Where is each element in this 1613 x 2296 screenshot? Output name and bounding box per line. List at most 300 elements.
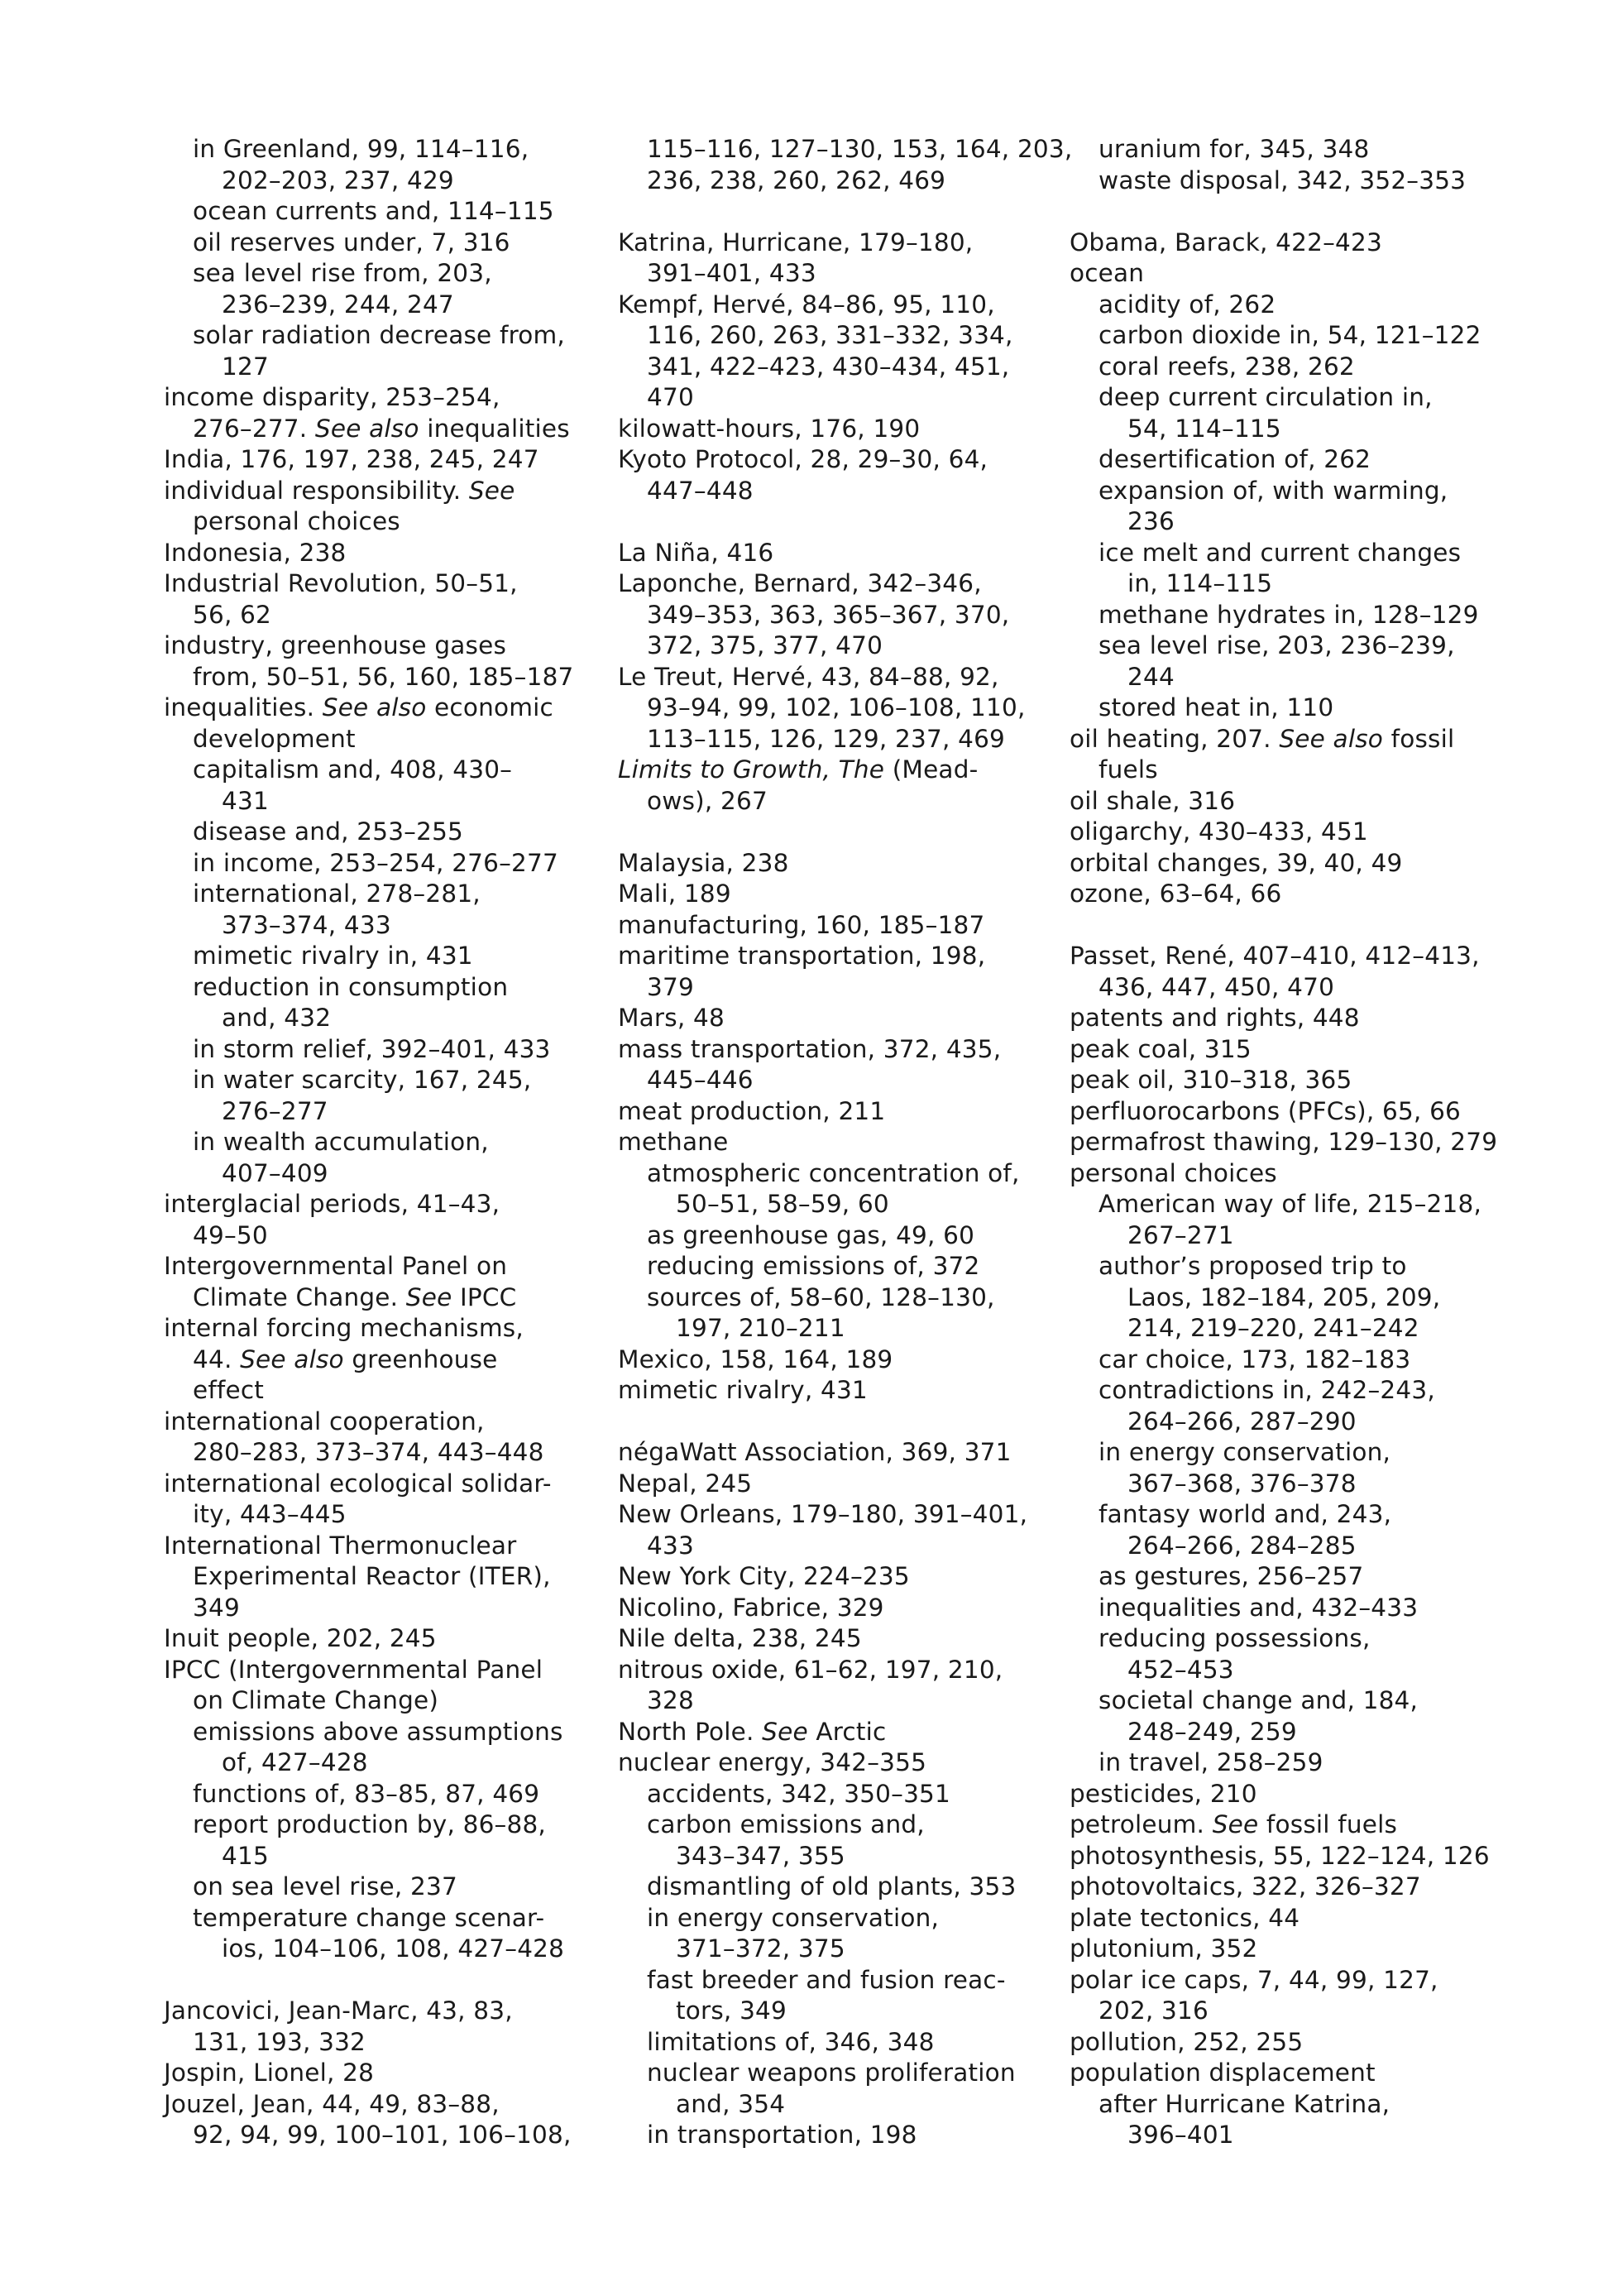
index-text: Jancovici, Jean-Marc, 43, 83, [164, 1996, 513, 2025]
index-text: author’s proposed trip to [1098, 1252, 1407, 1280]
index-entry [164, 2089, 594, 2121]
index-entry [164, 693, 594, 724]
index-text: IPCC (Intergovernmental Panel [164, 1655, 543, 1684]
index-text: as greenhouse gas, 49, 60 [647, 1220, 975, 1249]
index-text: stored heat in, 110 [1098, 693, 1334, 721]
index-italic-text: See also [1279, 724, 1384, 753]
index-entry [1070, 1034, 1516, 1066]
index-text: solar radiation decrease from, [193, 321, 566, 349]
index-text: petroleum. [1070, 1810, 1213, 1838]
index-subentry [618, 1282, 1048, 1314]
index-text: pesticides, 210 [1070, 1779, 1257, 1808]
index-text: ocean currents and, 114–115 [193, 197, 554, 225]
index-text: 343–347, 355 [676, 1841, 845, 1870]
index-subentry [164, 290, 594, 321]
index-subentry [618, 1872, 1048, 1903]
index-subentry [164, 1809, 594, 1841]
index-text: sources of, 58–60, 128–130, [647, 1282, 995, 1311]
index-text: on sea level rise, 237 [193, 1872, 457, 1901]
index-entry [618, 910, 1048, 942]
index-text: fuels [1098, 755, 1158, 784]
index-text: 452–453 [1127, 1655, 1234, 1684]
index-entry [1070, 1065, 1516, 1096]
index-subentry [164, 755, 594, 786]
index-text: 214, 219–220, 241–242 [1127, 1314, 1419, 1342]
index-text: report production by, 86–88, [193, 1810, 546, 1838]
index-text: 267–271 [1127, 1220, 1234, 1249]
index-subentry [164, 1158, 594, 1190]
index-subentry [618, 1809, 1048, 1841]
index-text: 391–401, 433 [647, 259, 816, 287]
index-entry [618, 1034, 1048, 1066]
index-subentry [164, 1934, 594, 1965]
index-subentry [164, 1685, 594, 1717]
index-subentry [1070, 1655, 1516, 1686]
index-entry [618, 1499, 1048, 1531]
index-text: as gestures, 256–257 [1098, 1562, 1364, 1590]
index-text: internal forcing mechanisms, [164, 1314, 524, 1342]
index-subentry [1070, 1282, 1516, 1314]
index-text: polar ice caps, 7, 44, 99, 127, [1070, 1965, 1438, 1994]
index-subentry [164, 1437, 594, 1469]
index-entry [164, 630, 594, 662]
index-subentry [164, 2027, 594, 2059]
index-subentry [618, 1841, 1048, 1872]
index-subentry [164, 1065, 594, 1096]
index-text: in energy conservation, [1098, 1438, 1391, 1466]
index-text: waste disposal, 342, 352–353 [1098, 165, 1467, 194]
index-text: 396–401 [1127, 2121, 1234, 2149]
index-subentry [164, 600, 594, 631]
index-subentry [1070, 693, 1516, 724]
index-subentry [1070, 414, 1516, 445]
index-entry [1070, 1127, 1516, 1158]
index-text: personal choices [193, 507, 400, 535]
index-entry [618, 941, 1048, 972]
index-text: IPCC [452, 1282, 517, 1311]
index-subentry [164, 910, 594, 942]
index-text: Malaysia, 238 [618, 848, 789, 877]
index-text: (Mead- [884, 755, 979, 784]
index-subentry [164, 1220, 594, 1252]
index-text: in energy conservation, [647, 1903, 940, 1932]
index-entry [1070, 1872, 1516, 1903]
index-subentry [618, 258, 1048, 290]
index-text: 113–115, 126, 129, 237, 469 [647, 724, 1006, 753]
index-subentry [1070, 662, 1516, 693]
index-entry [618, 444, 1048, 476]
index-subentry [1070, 382, 1516, 414]
index-subentry [164, 1779, 594, 1810]
index-subentry [1070, 506, 1516, 538]
index-entry [618, 1717, 1048, 1748]
index-entry [618, 848, 1048, 880]
index-subentry [618, 1934, 1048, 1965]
index-text: 349 [193, 1593, 240, 1622]
index-text: New Orleans, 179–180, 391–401, [618, 1500, 1028, 1528]
index-subentry [164, 258, 594, 290]
index-text: in transportation, 198 [647, 2121, 917, 2149]
index-subentry [164, 1034, 594, 1066]
index-text: 236–239, 244, 247 [222, 290, 454, 319]
index-entry [1070, 1965, 1516, 1996]
index-text: methane hydrates in, 128–129 [1098, 600, 1479, 629]
index-subentry [164, 662, 594, 693]
index-italic-text: See also [322, 693, 427, 721]
index-entry [1070, 228, 1516, 259]
index-subentry [618, 1996, 1048, 2027]
index-subentry [164, 1345, 594, 1376]
index-subentry [1070, 1561, 1516, 1593]
index-subentry [618, 1313, 1048, 1345]
index-entry [1070, 879, 1516, 910]
index-text: personal choices [1070, 1158, 1277, 1187]
index-entry [1070, 1934, 1516, 1965]
index-text: plate tectonics, 44 [1070, 1903, 1300, 1932]
index-text: car choice, 173, 182–183 [1098, 1345, 1411, 1373]
index-entry [1070, 817, 1516, 848]
index-text: in Greenland, 99, 114–116, [193, 135, 529, 163]
index-subentry [164, 2120, 594, 2151]
index-text: 407–409 [222, 1158, 328, 1187]
index-text: societal change and, 184, [1098, 1686, 1419, 1714]
index-subentry [1070, 538, 1516, 569]
index-text: inequalities. [164, 693, 323, 721]
index-entry [618, 290, 1048, 321]
index-text: from, 50–51, 56, 160, 185–187 [193, 662, 574, 691]
index-entry [1070, 1779, 1516, 1810]
index-italic-text: See [468, 476, 515, 505]
index-text: desertification of, 262 [1098, 445, 1371, 473]
index-subentry [164, 228, 594, 259]
index-text: 56, 62 [193, 600, 272, 629]
index-text: 276–277 [222, 1096, 328, 1125]
index-entry [618, 1127, 1048, 1158]
index-subentry [164, 165, 594, 197]
index-text: ity, 443–445 [193, 1500, 347, 1528]
index-entry [1070, 2027, 1516, 2059]
index-text: on Climate Change) [193, 1686, 439, 1714]
index-text: in travel, 258–259 [1098, 1748, 1323, 1776]
index-entry [164, 1407, 594, 1438]
index-subentry [1070, 1469, 1516, 1500]
index-text: international cooperation, [164, 1407, 485, 1436]
index-text: carbon dioxide in, 54, 121–122 [1098, 321, 1481, 349]
index-text: 131, 193, 332 [193, 2027, 366, 2056]
index-subentry [164, 1747, 594, 1779]
index-entry [164, 568, 594, 600]
index-text: 431 [222, 786, 269, 815]
index-text: fantasy world and, 243, [1098, 1500, 1392, 1528]
index-text: ozone, 63–64, 66 [1070, 880, 1282, 908]
index-section-gap [618, 817, 1048, 848]
index-text: 127 [222, 352, 269, 381]
index-text: 367–368, 376–378 [1127, 1469, 1357, 1498]
index-subentry [1070, 972, 1516, 1004]
index-section-gap [618, 1407, 1048, 1438]
index-text: coral reefs, 238, 262 [1098, 352, 1355, 381]
index-text: atmospheric concentration of, [647, 1158, 1020, 1187]
index-section-gap [618, 196, 1048, 228]
index-text: functions of, 83–85, 87, 469 [193, 1779, 540, 1808]
index-text: Laponche, Bernard, 342–346, [618, 569, 982, 597]
index-entry [1070, 258, 1516, 290]
index-subentry [618, 320, 1048, 352]
index-text: sea level rise from, 203, [193, 259, 492, 287]
index-text: 341, 422–423, 430–434, 451, [647, 352, 1010, 381]
index-subentry [164, 320, 594, 352]
index-subentry [618, 1965, 1048, 1996]
index-subentry [618, 1251, 1048, 1282]
index-text: in, 114–115 [1127, 569, 1273, 597]
index-text: Indonesia, 238 [164, 538, 347, 567]
index-text: Inuit people, 202, 245 [164, 1624, 437, 1652]
index-subentry [1070, 1747, 1516, 1779]
index-text: deep current circulation in, [1098, 383, 1433, 411]
index-entry [618, 1345, 1048, 1376]
index-text: Katrina, Hurricane, 179–180, [618, 228, 974, 256]
index-entry [1070, 724, 1516, 755]
index-text: 197, 210–211 [676, 1314, 845, 1342]
index-entry [1070, 786, 1516, 817]
index-text: 447–448 [647, 476, 754, 505]
index-text: 202, 316 [1098, 1996, 1209, 2025]
index-text: after Hurricane Katrina, [1098, 2089, 1390, 2118]
index-subentry [618, 2058, 1048, 2089]
index-subentry [164, 1717, 594, 1748]
index-text: 116, 260, 263, 331–332, 334, [647, 321, 1013, 349]
index-subentry [164, 786, 594, 817]
index-subentry [1070, 630, 1516, 662]
index-subentry [618, 1220, 1048, 1252]
index-text: of, 427–428 [222, 1748, 368, 1776]
index-subentry [164, 1375, 594, 1407]
index-subentry [164, 724, 594, 755]
index-subentry [164, 1841, 594, 1872]
index-section-gap [618, 506, 1048, 538]
index-text: patents and rights, 448 [1070, 1004, 1360, 1032]
index-subentry [164, 1593, 594, 1624]
index-text: in storm relief, 392–401, 433 [193, 1034, 551, 1063]
index-subentry [1070, 165, 1516, 197]
index-text: Passet, René, 407–410, 412–413, [1070, 942, 1480, 970]
index-text: and, 432 [222, 1004, 332, 1032]
index-entry [618, 1096, 1048, 1128]
index-text: Climate Change. [193, 1282, 406, 1311]
index-subentry [164, 941, 594, 972]
index-text: fast breeder and fusion reac- [647, 1965, 1006, 1994]
index-text: 44. [193, 1345, 241, 1373]
index-italic-text: Limits to Growth, The [618, 755, 885, 784]
index-subentry [618, 1158, 1048, 1190]
index-text: international, 278–281, [193, 880, 481, 908]
index-text: income disparity, 253–254, [164, 383, 500, 411]
index-subentry [164, 972, 594, 1004]
index-text: 264–266, 287–290 [1127, 1407, 1357, 1436]
index-section-gap [164, 1965, 594, 1996]
index-subentry [618, 2089, 1048, 2121]
index-text: Industrial Revolution, 50–51, [164, 569, 518, 597]
index-subentry [618, 786, 1048, 817]
index-italic-text: See [762, 1717, 808, 1746]
index-entry [1070, 2058, 1516, 2089]
index-entry [1070, 1096, 1516, 1128]
index-text: mimetic rivalry in, 431 [193, 942, 473, 970]
index-entry [618, 662, 1048, 693]
index-text: emissions above assumptions [193, 1717, 563, 1746]
index-text: Nicolino, Fabrice, 329 [618, 1593, 884, 1622]
index-text: 372, 375, 377, 470 [647, 631, 883, 659]
index-entry [1070, 1158, 1516, 1190]
index-subentry [1070, 2089, 1516, 2121]
index-text: in wealth accumulation, [193, 1128, 489, 1156]
index-text: ios, 104–106, 108, 427–428 [222, 1934, 565, 1963]
index-column-3 [1070, 134, 1516, 2151]
index-text: négaWatt Association, 369, 371 [618, 1438, 1012, 1466]
index-text: sea level rise, 203, 236–239, [1098, 631, 1455, 659]
index-text: economic [426, 693, 553, 721]
index-subentry [618, 2027, 1048, 2059]
index-entry [618, 879, 1048, 910]
index-subentry [1070, 1220, 1516, 1252]
index-entry [618, 414, 1048, 445]
index-text: mass transportation, 372, 435, [618, 1034, 1002, 1063]
index-text: 276–277. [193, 414, 315, 443]
index-text: industry, greenhouse gases [164, 631, 507, 659]
index-text: peak coal, 315 [1070, 1034, 1252, 1063]
index-subentry [618, 134, 1073, 165]
index-text: tors, 349 [676, 1996, 787, 2025]
index-subentry [618, 1189, 1048, 1220]
index-text: 236 [1127, 507, 1175, 535]
index-subentry [1070, 755, 1516, 786]
index-text: 379 [647, 972, 694, 1001]
index-text: acidity of, 262 [1098, 290, 1276, 319]
index-entry [618, 1623, 1048, 1655]
index-text: ows), 267 [647, 786, 768, 815]
index-text: inequalities [419, 414, 570, 443]
index-subentry [618, 1903, 1048, 1934]
index-subentry [1070, 1345, 1516, 1376]
index-text: plutonium, 352 [1070, 1934, 1258, 1963]
index-subentry [618, 972, 1048, 1004]
index-subentry [618, 693, 1048, 724]
index-subentry [1070, 1437, 1516, 1469]
index-text: oil heating, 207. [1070, 724, 1280, 753]
index-text: methane [618, 1128, 729, 1156]
index-subentry [1070, 444, 1516, 476]
index-subentry [618, 1779, 1048, 1810]
index-text: 92, 94, 99, 100–101, 106–108, [193, 2121, 572, 2149]
index-subentry [1070, 1685, 1516, 1717]
index-entry [164, 476, 594, 507]
index-text: maritime transportation, 198, [618, 942, 986, 970]
index-text: expansion of, with warming, [1098, 476, 1448, 505]
index-entry [618, 1747, 1048, 1779]
index-text: perfluorocarbons (PFCs), 65, 66 [1070, 1096, 1462, 1125]
index-text: Mars, 48 [618, 1004, 725, 1032]
index-text: International Thermonuclear [164, 1531, 517, 1560]
index-text: 433 [647, 1531, 694, 1560]
index-subentry [1070, 1375, 1516, 1407]
index-text: inequalities and, 432–433 [1098, 1593, 1419, 1622]
index-text: Nepal, 245 [618, 1469, 753, 1498]
index-text: Nile delta, 238, 245 [618, 1624, 862, 1652]
index-section-gap [1070, 910, 1516, 942]
index-text: Le Treut, Hervé, 43, 84–88, 92, [618, 662, 999, 691]
index-text: Kyoto Protocol, 28, 29–30, 64, [618, 445, 988, 473]
index-entry [618, 755, 1048, 786]
index-text: orbital changes, 39, 40, 49 [1070, 848, 1403, 877]
index-subentry [618, 165, 1048, 197]
index-column-2 [618, 134, 1073, 2151]
index-entry [1070, 848, 1516, 880]
index-subentry [1070, 320, 1516, 352]
index-entry [164, 1623, 594, 1655]
index-text: dismantling of old plants, 353 [647, 1872, 1017, 1901]
index-text: Jospin, Lionel, 28 [164, 2059, 375, 2087]
index-text: fossil [1383, 724, 1455, 753]
index-entry [618, 1375, 1048, 1407]
index-text: individual responsibility. [164, 476, 469, 505]
index-text: ocean [1070, 259, 1145, 287]
index-text: in water scarcity, 167, 245, [193, 1066, 532, 1094]
index-entry [1070, 1003, 1516, 1034]
index-text: 248–249, 259 [1127, 1717, 1297, 1746]
index-text: 50–51, 58–59, 60 [676, 1190, 889, 1218]
index-subentry [1070, 1189, 1516, 1220]
index-text: 244 [1127, 662, 1175, 691]
index-text: nuclear energy, 342–355 [618, 1748, 927, 1776]
index-entry [1070, 1809, 1516, 1841]
index-text: Experimental Reactor (ITER), [193, 1562, 551, 1590]
index-text: carbon emissions and, [647, 1810, 925, 1838]
index-italic-text: See also [240, 1345, 344, 1373]
index-text: temperature change scenar- [193, 1903, 545, 1932]
index-text: Mexico, 158, 164, 189 [618, 1345, 893, 1373]
index-text: Laos, 182–184, 205, 209, [1127, 1282, 1441, 1311]
index-subentry [1070, 568, 1516, 600]
index-entry [618, 1003, 1048, 1034]
index-text: reducing emissions of, 372 [647, 1252, 980, 1280]
index-text: mimetic rivalry, 431 [618, 1376, 868, 1404]
index-subentry [1070, 1313, 1516, 1345]
index-entry [164, 1531, 594, 1562]
index-entry [164, 1251, 594, 1282]
index-text: La Niña, 416 [618, 538, 774, 567]
index-text: American way of life, 215–218, [1098, 1190, 1482, 1218]
index-text: 236, 238, 260, 262, 469 [647, 165, 946, 194]
index-entry [164, 1996, 594, 2027]
index-entry [1070, 1841, 1516, 1872]
index-subentry [1070, 1996, 1516, 2027]
index-entry [164, 538, 594, 569]
index-subentry [618, 1531, 1048, 1562]
index-text: 202–203, 237, 429 [222, 165, 454, 194]
index-subentry [164, 1003, 594, 1034]
index-text: Intergovernmental Panel on [164, 1252, 508, 1280]
index-text: Mali, 189 [618, 880, 731, 908]
index-entry [1070, 941, 1516, 972]
index-text: manufacturing, 160, 185–187 [618, 910, 985, 939]
index-subentry [618, 2120, 1048, 2151]
index-text: North Pole. [618, 1717, 763, 1746]
index-text: population displacement [1070, 2059, 1376, 2087]
index-text: oil reserves under, 7, 316 [193, 228, 510, 256]
index-text: in income, 253–254, 276–277 [193, 848, 558, 877]
index-text: meat production, 211 [618, 1096, 886, 1125]
index-text: reducing possessions, [1098, 1624, 1371, 1652]
